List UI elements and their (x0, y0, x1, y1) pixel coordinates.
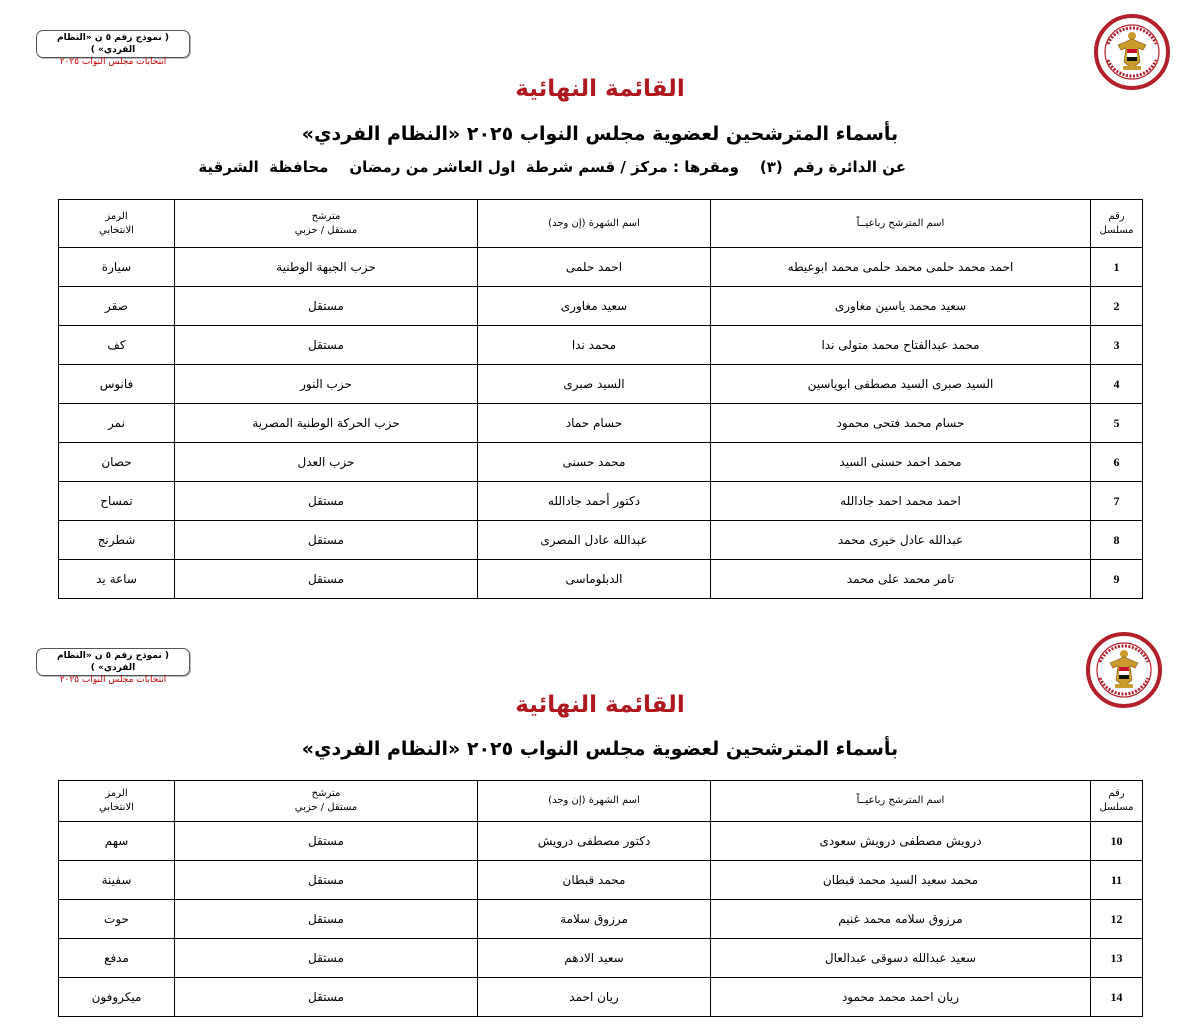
serial-cell: 3 (1091, 326, 1143, 365)
table-row (59, 287, 1143, 326)
fame-cell: عبدالله عادل المصرى (478, 521, 711, 560)
header-serial (1091, 781, 1143, 822)
name-cell: حسام محمد فتحى محمود (711, 404, 1091, 443)
name-cell: محمد سعيد السيد محمد قبطان (711, 861, 1091, 900)
header-serial-line2: مسلسل (1099, 802, 1134, 813)
form-label-line1: ( نموذج رقم ٥ ن «النظام الفردي» ) (57, 651, 169, 673)
header-serial (1091, 200, 1143, 248)
serial-cell: 4 (1091, 365, 1143, 404)
serial-cell: 12 (1091, 900, 1143, 939)
header-serial-line1: رقم (1108, 788, 1125, 799)
header-party (175, 200, 478, 248)
name-cell: سعيد عبدالله دسوقى عبدالعال (711, 939, 1091, 978)
table-row (59, 978, 1143, 1017)
form-number-label (36, 30, 190, 67)
final-list-title: القائمة النهائية (515, 76, 685, 102)
party-cell: مستقل (175, 326, 478, 365)
party-cell: مستقل (175, 900, 478, 939)
table-row (59, 521, 1143, 560)
symbol-cell: كف (59, 326, 175, 365)
symbol-cell: تمساح (59, 482, 175, 521)
fame-cell: محمد ندا (478, 326, 711, 365)
form-number-label (36, 648, 190, 685)
fame-cell: سعيد مغاورى (478, 287, 711, 326)
serial-cell: 14 (1091, 978, 1143, 1017)
serial-cell: 10 (1091, 822, 1143, 861)
party-cell: مستقل (175, 560, 478, 599)
table-row (59, 560, 1143, 599)
serial-cell: 5 (1091, 404, 1143, 443)
table-row (59, 443, 1143, 482)
serial-cell: 11 (1091, 861, 1143, 900)
serial-cell: 13 (1091, 939, 1143, 978)
header-symbol-line2: الانتخابي (99, 224, 134, 236)
serial-cell: 7 (1091, 482, 1143, 521)
header-party-line2: مستقل / حزبي (294, 802, 358, 813)
header-fame: اسم الشهرة (إن وجد) (478, 200, 711, 248)
fame-cell: دكتور أحمد جادالله (478, 482, 711, 521)
table-row (59, 248, 1143, 287)
party-cell: مستقل (175, 978, 478, 1017)
district-info: عن الدائرة رقم (٣) ومقرها : مركز / قسم شرطة اول العاشر من رمضان محافظة الشرقية (198, 158, 906, 176)
fame-cell: ريان احمد (478, 978, 711, 1017)
party-cell: مستقل (175, 287, 478, 326)
table-row (59, 326, 1143, 365)
header-symbol (59, 200, 175, 248)
header-symbol-line1: الرمز (105, 210, 128, 222)
symbol-cell: مدفع (59, 939, 175, 978)
name-cell: السيد صبرى السيد مصطفى ابوياسين (711, 365, 1091, 404)
header-party-line1: مترشح (311, 788, 341, 799)
table-row (59, 861, 1143, 900)
name-cell: تامر محمد على محمد (711, 560, 1091, 599)
fame-cell: الدبلوماسى (478, 560, 711, 599)
table-row (59, 822, 1143, 861)
serial-cell: 6 (1091, 443, 1143, 482)
table-row (59, 365, 1143, 404)
header-party (175, 781, 478, 822)
name-cell: مرزوق سلامه محمد غنيم (711, 900, 1091, 939)
serial-cell: 8 (1091, 521, 1143, 560)
serial-cell: 1 (1091, 248, 1143, 287)
fame-cell: احمد حلمى (478, 248, 711, 287)
symbol-cell: سهم (59, 822, 175, 861)
name-cell: درويش مصطفى درويش سعودى (711, 822, 1091, 861)
header-symbol (59, 781, 175, 822)
party-cell: مستقل (175, 939, 478, 978)
table-row (59, 404, 1143, 443)
name-cell: ريان احمد محمد محمود (711, 978, 1091, 1017)
header-party-line1: مترشح (311, 210, 341, 222)
party-cell: مستقل (175, 861, 478, 900)
name-cell: عبدالله عادل خيرى محمد (711, 521, 1091, 560)
symbol-cell: سيارة (59, 248, 175, 287)
header-symbol-line2: الانتخابي (99, 802, 134, 813)
table-row (59, 482, 1143, 521)
name-cell: سعيد محمد ياسين مغاورى (711, 287, 1091, 326)
party-cell: حزب النور (175, 365, 478, 404)
fame-cell: سعيد الادهم (478, 939, 711, 978)
name-cell: محمد احمد حسنى السيد (711, 443, 1091, 482)
ballot-page-2 (0, 618, 1200, 1032)
final-list-title: القائمة النهائية (515, 692, 685, 718)
header-party-line2: مستقل / حزبي (294, 224, 358, 236)
symbol-cell: نمر (59, 404, 175, 443)
party-cell: مستقل (175, 822, 478, 861)
header-name: اسم المترشح رباعيــاً (711, 781, 1091, 822)
header-fame: اسم الشهرة (إن وجد) (478, 781, 711, 822)
party-cell: حزب الحركة الوطنية المصرية (175, 404, 478, 443)
name-cell: احمد محمد حلمى محمد حلمى محمد ابوعيطه (711, 248, 1091, 287)
party-cell: مستقل (175, 482, 478, 521)
candidates-table (58, 199, 1143, 599)
list-subtitle: بأسماء المترشحين لعضوية مجلس النواب ٢٠٢٥ «النظام الفردي» (301, 123, 899, 145)
header-serial-line2: مسلسل (1099, 224, 1134, 236)
table-header-row (59, 200, 1143, 248)
fame-cell: مرزوق سلامة (478, 900, 711, 939)
candidates-table (58, 780, 1143, 1017)
serial-cell: 9 (1091, 560, 1143, 599)
party-cell: حزب الجبهة الوطنية (175, 248, 478, 287)
symbol-cell: حصان (59, 443, 175, 482)
symbol-cell: ساعة يد (59, 560, 175, 599)
name-cell: احمد محمد احمد جادالله (711, 482, 1091, 521)
fame-cell: دكتور مصطفى درويش (478, 822, 711, 861)
symbol-cell: حوت (59, 900, 175, 939)
fame-cell: محمد قبطان (478, 861, 711, 900)
fame-cell: محمد حسنى (478, 443, 711, 482)
form-label-line1: ( نموذج رقم ٥ ن «النظام الفردي» ) (57, 33, 169, 55)
header-name: اسم المترشح رباعيــاً (711, 200, 1091, 248)
symbol-cell: صقر (59, 287, 175, 326)
symbol-cell: شطرنج (59, 521, 175, 560)
party-cell: حزب العدل (175, 443, 478, 482)
list-subtitle: بأسماء المترشحين لعضوية مجلس النواب ٢٠٢٥ «النظام الفردي» (301, 738, 899, 760)
table-row (59, 939, 1143, 978)
form-label-line2: انتخابات مجلس النواب ٢٠٢٥ (59, 57, 167, 67)
party-cell: مستقل (175, 521, 478, 560)
fame-cell: السيد صبرى (478, 365, 711, 404)
table-row (59, 900, 1143, 939)
symbol-cell: فانوس (59, 365, 175, 404)
form-label-line2: انتخابات مجلس النواب ٢٠٢٥ (59, 675, 167, 685)
name-cell: محمد عبدالفتاح محمد متولى ندا (711, 326, 1091, 365)
symbol-cell: سفينة (59, 861, 175, 900)
fame-cell: حسام حماد (478, 404, 711, 443)
table-header-row (59, 781, 1143, 822)
header-symbol-line1: الرمز (105, 788, 128, 799)
serial-cell: 2 (1091, 287, 1143, 326)
header-serial-line1: رقم (1108, 210, 1125, 222)
symbol-cell: ميكروفون (59, 978, 175, 1017)
